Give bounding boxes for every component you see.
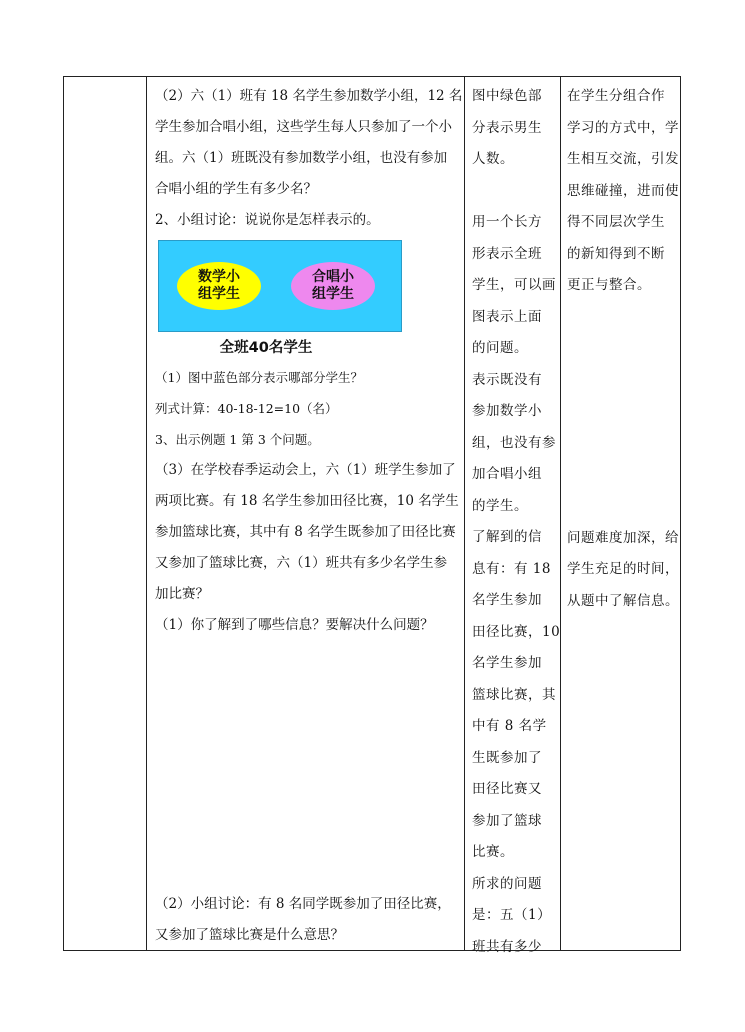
intent-line: 思维碰撞，进而使 [567, 182, 679, 199]
blank-space [155, 641, 458, 889]
blank-space [567, 302, 675, 523]
problem-2-line: 组。六（1）班既没有参加数学小组，也没有参加 [155, 150, 448, 166]
activity-line: 人数。 [472, 151, 514, 167]
step-2-discussion: 2、小组讨论：说说你是怎样表示的。 [155, 212, 380, 228]
intent-line: 从题中了解信息。 [567, 592, 679, 609]
figure-caption: 全班40名学生 [219, 340, 313, 356]
math-group-ellipse [177, 262, 261, 310]
activity-line: 篮球比赛，其 [472, 686, 556, 703]
activity-line: 形表示全班 [472, 245, 542, 262]
activity-line: 分表示男生 [472, 119, 542, 136]
problem-3-line: （3）在学校春季运动会上，六（1）班学生参加了 [155, 462, 456, 478]
ellipse-label: 数学小 [198, 269, 240, 285]
ellipse-label: 组学生 [312, 286, 354, 302]
problem-3-question-1: （1）你了解到了哪些信息？要解决什么问题？ [155, 617, 434, 633]
activity-line: 参加数学小 [472, 403, 542, 419]
activity-line: 加合唱小组 [472, 466, 542, 482]
problem-3-line: 两项比赛。有 18 名学生参加田径比赛，10 名学生 [155, 493, 459, 509]
intent-line: 更正与整合。 [567, 277, 651, 293]
problem-2-line: 学生参加合唱小组，这些学生每人只参加了一个小 [155, 119, 452, 135]
activity-line: 所求的问题 [472, 875, 542, 892]
activity-line: 图中绿色部 [472, 88, 542, 104]
ellipse-label: 合唱小 [312, 269, 354, 285]
activity-line: 参加了篮球 [472, 812, 542, 829]
venn-figure [158, 240, 404, 362]
lesson-table [63, 76, 681, 955]
activity-line: 名学生参加 [472, 655, 542, 671]
activity-line: 生既参加了 [472, 749, 542, 766]
calculation: 列式计算：40-18-12=10（名） [155, 401, 338, 416]
problem-3-line: 加比赛？ [155, 586, 209, 602]
problem-3-question-2: （2）小组讨论：有 8 名同学既参加了田径比赛， [155, 896, 451, 912]
activity-line: 了解到的信 [472, 529, 542, 545]
step-3: 3、出示例题 1 第 3 个问题。 [155, 432, 320, 447]
problem-3-line: 参加篮球比赛，其中有 8 名学生既参加了田径比赛 [155, 524, 456, 540]
activity-line: 用一个长方 [472, 214, 542, 230]
activity-line: 田径比赛，10 [472, 623, 561, 640]
activity-line: 班共有多少 [472, 938, 542, 955]
activity-line: 田径比赛又 [472, 781, 542, 797]
intent-line: 生相互交流，引发 [567, 151, 679, 167]
problem-2-line: （2）六（1）班有 18 名学生参加数学小组，12 名 [155, 88, 463, 104]
activity-line: 的学生。 [472, 497, 528, 514]
problem-3-line: 又参加了篮球比赛，六（1）班共有多少名学生参 [155, 555, 448, 571]
problem-2-line: 合唱小组的学生有多少名？ [155, 181, 317, 197]
activity-line: 是：五（1） [472, 907, 552, 923]
activity-line: 学生，可以画 [472, 277, 556, 293]
intent-line: 学生充足的时间， [567, 561, 679, 577]
activity-line: 比赛。 [472, 844, 514, 860]
student-activity-column [465, 77, 561, 955]
question-1: （1）图中蓝色部分表示哪部分学生？ [155, 370, 363, 385]
intent-line: 的新知得到不断 [567, 245, 665, 262]
activity-line: 名学生参加 [472, 592, 542, 608]
design-intent-column [561, 77, 681, 950]
choir-group-ellipse [291, 262, 375, 310]
activity-line: 图表示上面 [472, 308, 542, 325]
intent-line: 在学生分组合作 [567, 88, 665, 104]
teaching-process-column [147, 77, 464, 950]
activity-line [472, 176, 554, 208]
intent-line: 学习的方式中，学 [567, 119, 679, 136]
activity-line: 组，也没有参 [472, 434, 556, 451]
activity-line: 的问题。 [472, 340, 528, 356]
intent-line: 得不同层次学生 [567, 214, 665, 230]
activity-line: 中有 8 名学 [472, 718, 547, 734]
activity-line: 表示既没有 [472, 371, 542, 388]
intent-line: 问题难度加深，给 [567, 529, 679, 546]
ellipse-label: 组学生 [198, 286, 240, 302]
activity-line: 息有：有 18 [472, 560, 551, 577]
problem-3-question-2: 又参加了篮球比赛是什么意思？ [155, 927, 344, 943]
